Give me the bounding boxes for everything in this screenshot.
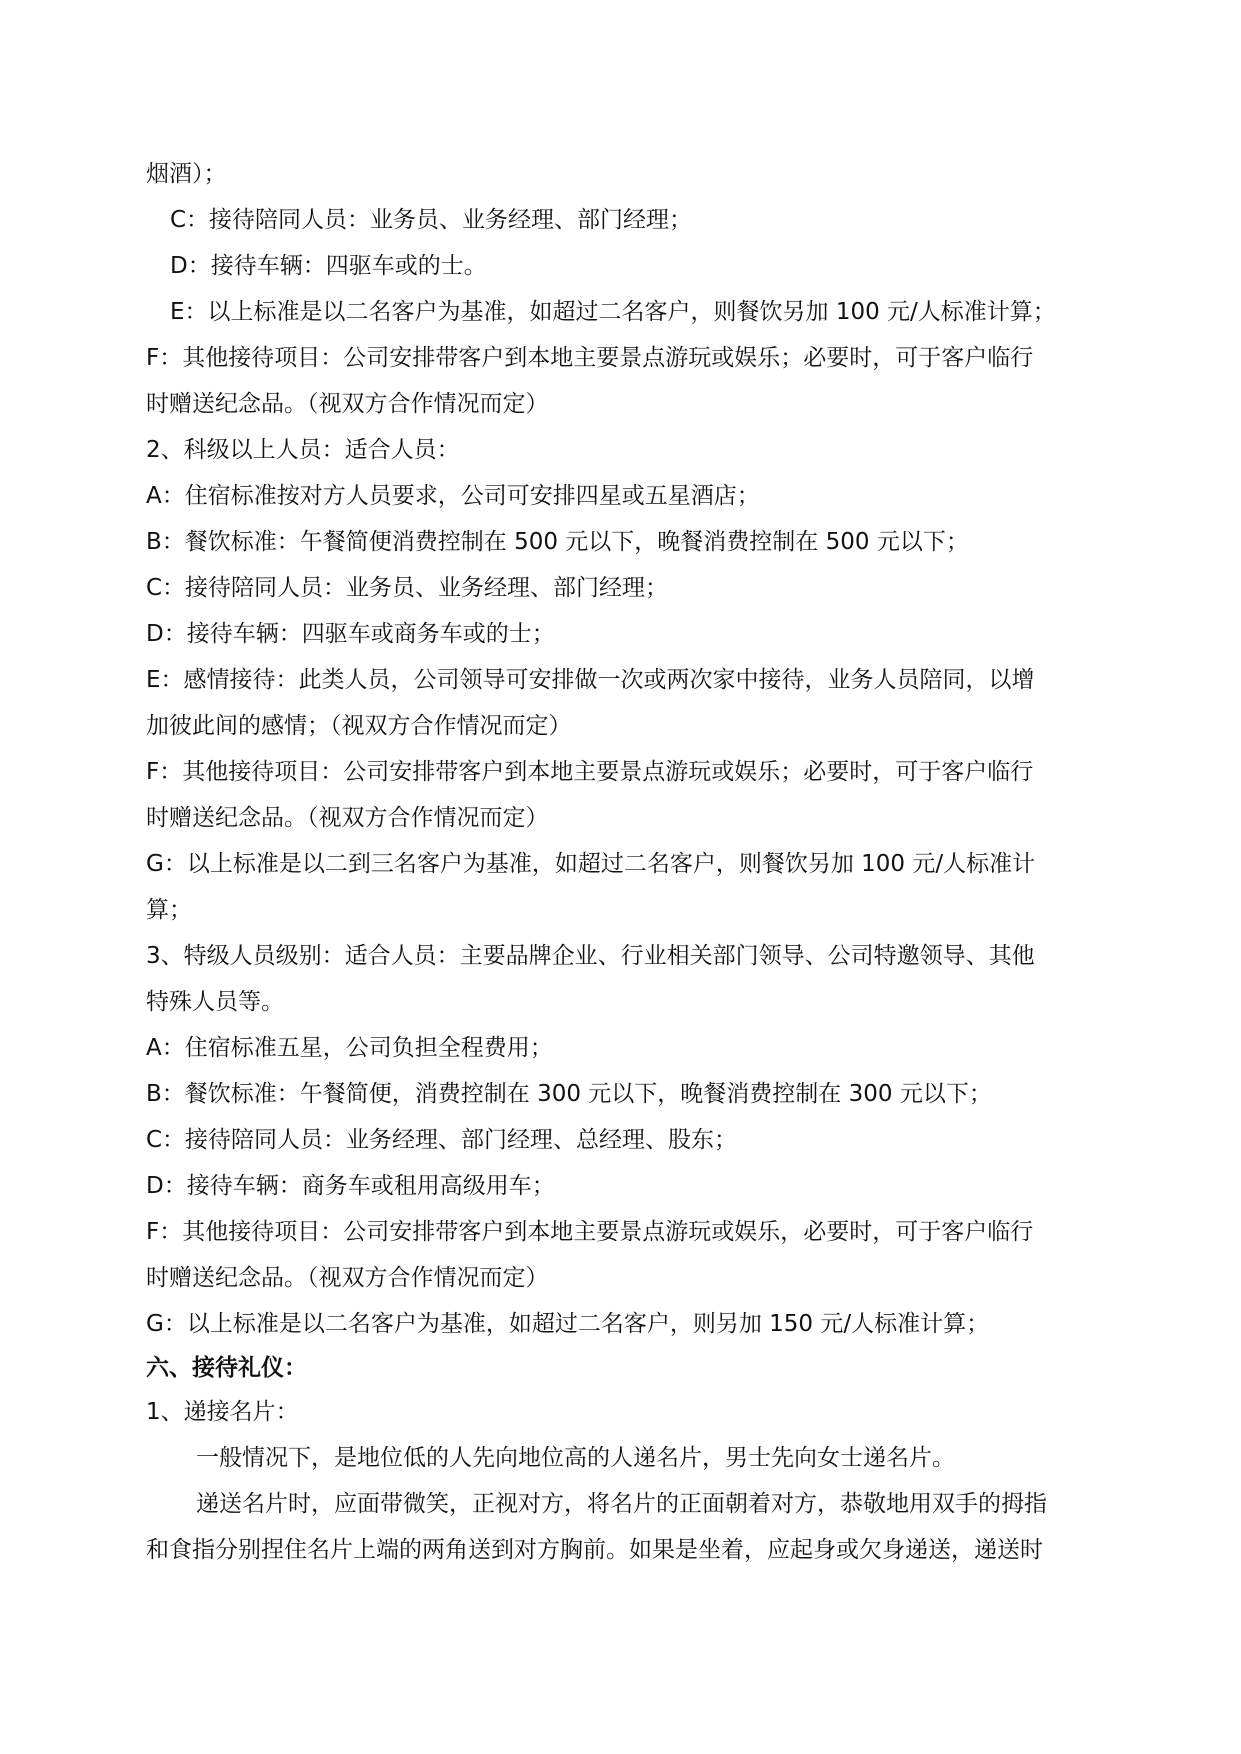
text-line: E：以上标准是以二名客户为基准，如超过二名客户，则餐饮另加 100 元/人标准计算； xyxy=(170,299,1056,325)
text-line: C：接待陪同人员：业务员、业务经理、部门经理； xyxy=(146,575,669,601)
text-line: 时赠送纪念品。（视双方合作情况而定） xyxy=(146,805,549,831)
text-line: C：接待陪同人员：业务员、业务经理、部门经理； xyxy=(170,207,693,233)
paragraph-line: 一般情况下，是地位低的人先向地位高的人递名片，男士先向女士递名片。 xyxy=(196,1445,955,1471)
text-line: 加彼此间的感情；（视双方合作情况而定） xyxy=(146,713,572,739)
text-line: G：以上标准是以二到三名客户为基准，如超过二名客户，则餐饮另加 100 元/人标准计 xyxy=(146,851,1036,877)
text-line: 算； xyxy=(146,897,192,923)
section-heading: 1、递接名片： xyxy=(146,1399,299,1425)
text-line: A：住宿标准五星，公司负担全程费用； xyxy=(146,1035,553,1061)
text-line: C：接待陪同人员：业务经理、部门经理、总经理、股东； xyxy=(146,1127,738,1153)
text-line: G：以上标准是以二名客户为基准，如超过二名客户，则另加 150 元/人标准计算； xyxy=(146,1311,990,1337)
text-line: 时赠送纪念品。（视双方合作情况而定） xyxy=(146,391,549,417)
text-line: D：接待车辆：四驱车或商务车或的士； xyxy=(146,621,555,647)
paragraph-line: 递送名片时，应面带微笑，正视对方，将名片的正面朝着对方，恭敬地用双手的拇指 xyxy=(196,1491,1047,1517)
text-line: 烟酒）； xyxy=(146,161,227,187)
section-heading: 3、特级人员级别：适合人员：主要品牌企业、行业相关部门领导、公司特邀领导、其他 xyxy=(146,943,1035,969)
section-heading: 2、科级以上人员：适合人员： xyxy=(146,437,460,463)
paragraph-line: 和食指分别捏住名片上端的两角送到对方胸前。如果是坐着，应起身或欠身递送，递送时 xyxy=(146,1537,1043,1563)
chapter-heading: 六、接待礼仪： xyxy=(146,1355,307,1381)
text-line: F：其他接待项目：公司安排带客户到本地主要景点游玩或娱乐，必要时，可于客户临行 xyxy=(146,1219,1034,1245)
text-line: D：接待车辆：四驱车或的士。 xyxy=(170,253,487,279)
text-line: E：感情接待：此类人员，公司领导可安排做一次或两次家中接待，业务人员陪同，以增 xyxy=(146,667,1035,693)
text-line: B：餐饮标准：午餐简便，消费控制在 300 元以下，晚餐消费控制在 300 元以下； xyxy=(146,1081,992,1107)
text-line: A：住宿标准按对方人员要求，公司可安排四星或五星酒店； xyxy=(146,483,760,509)
text-line: B：餐饮标准：午餐简便消费控制在 500 元以下，晚餐消费控制在 500 元以下； xyxy=(146,529,969,555)
text-line: 特殊人员等。 xyxy=(146,989,284,1015)
text-line: 时赠送纪念品。（视双方合作情况而定） xyxy=(146,1265,549,1291)
text-line: F：其他接待项目：公司安排带客户到本地主要景点游玩或娱乐；必要时，可于客户临行 xyxy=(146,759,1034,785)
text-line: F：其他接待项目：公司安排带客户到本地主要景点游玩或娱乐；必要时，可于客户临行 xyxy=(146,345,1034,371)
text-line: D：接待车辆：商务车或租用高级用车； xyxy=(146,1173,555,1199)
